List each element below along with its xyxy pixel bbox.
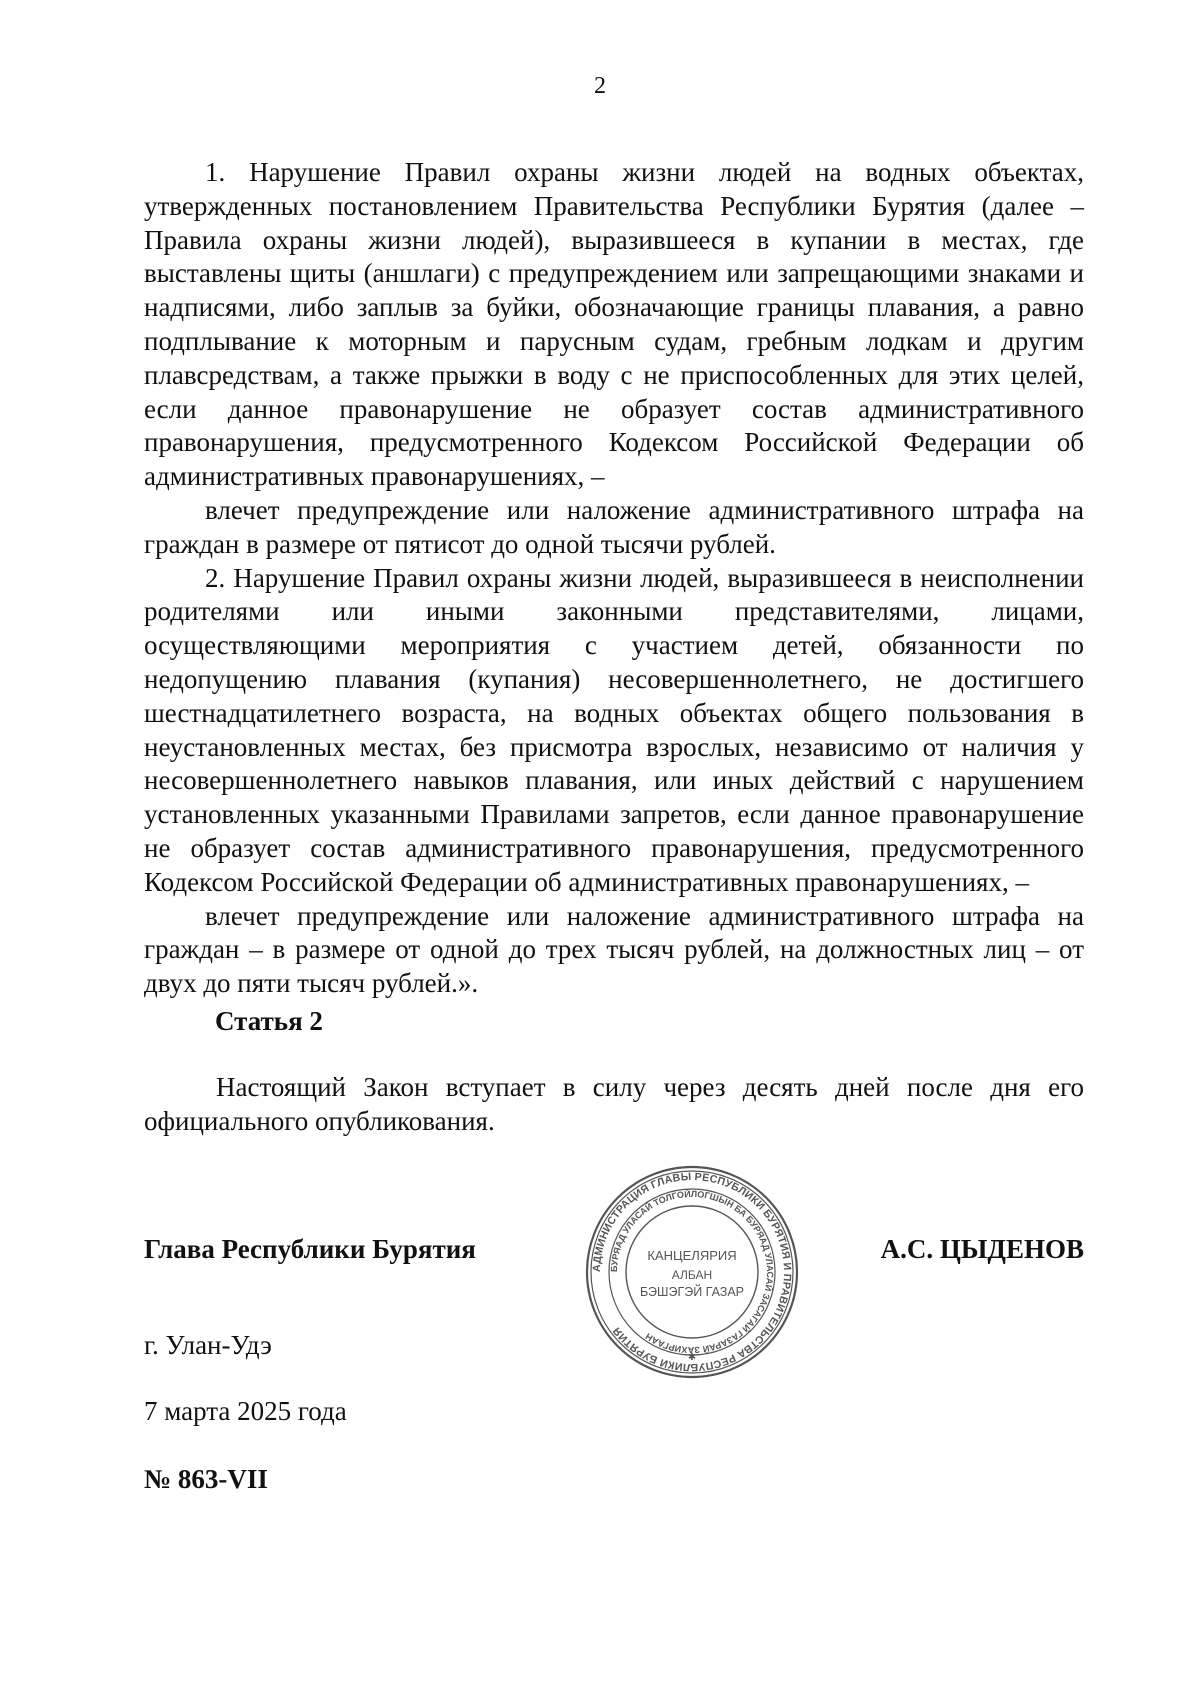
seal-outer-text: АДМИНИСТРАЦИЯ ГЛАВЫ РЕСПУБЛИКИ БУРЯТИЯ И ПРАВИТЕЛЬСТВА РЕСПУБЛИКИ БУРЯТИЯ — [590, 1170, 794, 1374]
article-2-text: Настоящий Закон вступает в силу через десять дней после дня его официального опубликования. — [144, 1072, 1084, 1136]
document-number: № 863-VII — [144, 1464, 268, 1494]
seal-star-icon: ✱ — [687, 1352, 697, 1363]
paragraph-part-1: 1. Нарушение Правил охраны жизни людей на водных объектах, утвержденных постановлением Правительства Республики Бурятия (далее – Правила охраны жизни людей), выразившееся в купании в местах, где выставлены щиты (аншлаги) с предупреждением или запрещающими знаками и надписями, либо заплыв за буйки, обозначающие границы плавания, а равно подплывание к моторным и парусным судам, гребным лодкам и другим плавсредствам, а также прыжки в воду с не приспособленных для этих целей, если данное правонарушение не образует состав административного правонарушения, предусмотренного Кодексом Российской Федерации об административных правонарушениях, – — [144, 157, 1084, 492]
page-number: 2 — [594, 73, 606, 99]
paragraph-penalty-1: влечет предупреждение или наложение административного штрафа на граждан в размере от пятисот до одной тысячи рублей. — [144, 494, 1084, 559]
signer-position: Глава Республики Бурятия — [144, 1234, 476, 1264]
article-1-body — [144, 156, 1084, 1001]
seal-center-line-3: БЭШЭГЭЙ ГАЗАР — [639, 1285, 745, 1299]
seal-center-line-2: АЛБАН — [671, 1268, 713, 1282]
paragraph-part-2: 2. Нарушение Правил охраны жизни людей, выразившееся в неисполнении родителями или иными законными представителями, лицами, осуществляющими мероприятия с участием детей, обязанности по недопущению плавания (купания) несовершеннолетнего, не достигшего шестнадцатилетнего возраста, на водных объектах общего пользования в неустановленных местах, без присмотра взрослых, независимо от наличия у несовершеннолетнего навыков плавания, или иных действий с нарушением установленных указанными Правилами запретов, если данное правонарушение не образует состав административного правонарушения, предусмотренного Кодексом Российской Федерации об административных правонарушениях, – — [144, 562, 1084, 897]
signing-date: 7 марта 2025 года — [144, 1396, 347, 1426]
seal-inner-text: БУРЯАД УЛАСАЙ ТОЛГОЙЛОГШЫН БА БУРЯАД УЛАСАЙ ЗАСАГАЙ ГАЗАРАЙ ЗАХИРГААН — [608, 1188, 776, 1356]
article-2-heading: Статья 2 — [215, 1006, 323, 1036]
signer-name: А.С. ЦЫДЕНОВ — [880, 1234, 1084, 1264]
place-of-signing: г. Улан-Удэ — [144, 1330, 272, 1360]
paragraph-penalty-2: влечет предупреждение или наложение административного штрафа на граждан – в размере от одной до трех тысяч рублей, на должностных лиц – от двух до пяти тысяч рублей.». — [144, 900, 1084, 999]
official-seal-stamp — [584, 1164, 800, 1380]
seal-center-line-1: КАНЦЕЛЯРИЯ — [647, 1248, 737, 1263]
